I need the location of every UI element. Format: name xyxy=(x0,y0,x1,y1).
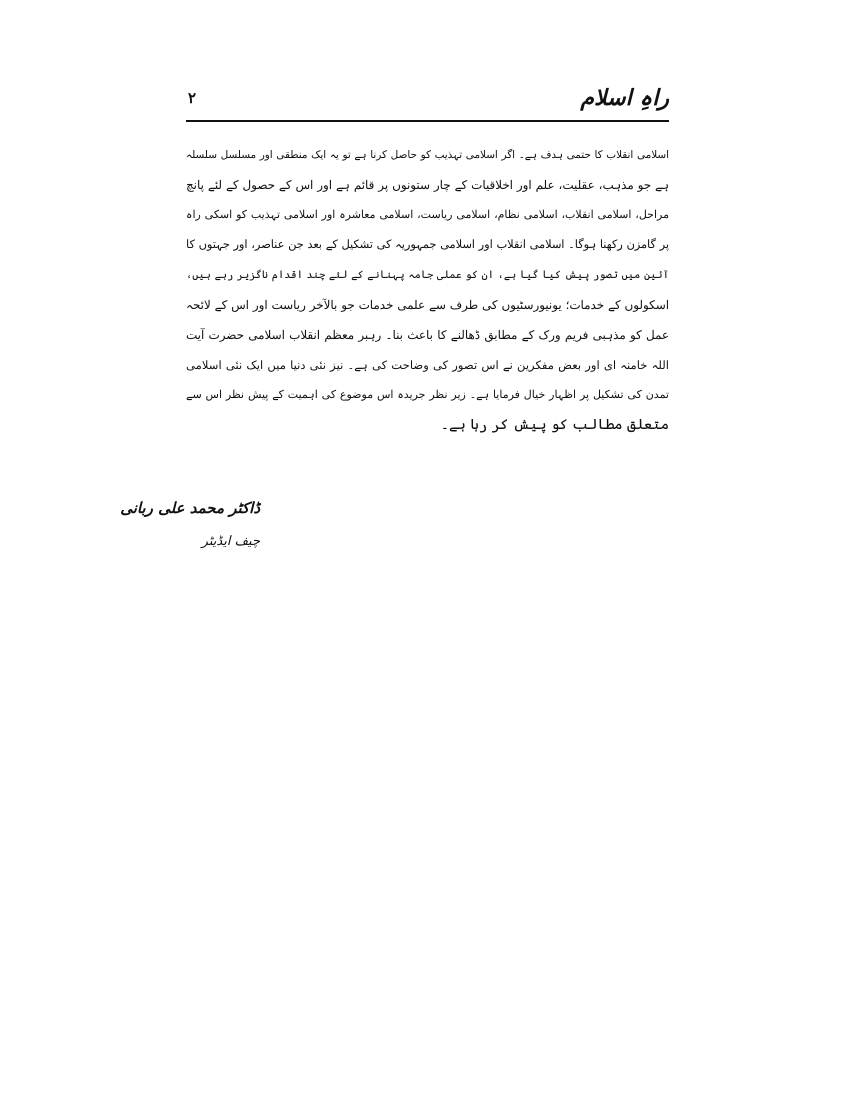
paragraph-line: ہے جو مذہب، عقلیت، علم اور اخلاقیات کے چار ستونوں پر قائم ہے اور اس کے حصول کے لئے پانچ xyxy=(186,178,669,192)
page-number: ۲ xyxy=(188,89,197,107)
paragraph-line: آئین میں تصور پیش کیا گیا ہے، ان کو عملی جامہ پہنانے کے لئے چند اقدام ناگزیر رہے ہیں، xyxy=(186,268,669,281)
paragraph-line: اسلامی انقلاب کا حتمی ہدف ہے۔ اگر اسلامی تہذیب کو حاصل کرنا ہے تو یہ ایک منطقی اور مسلسل سلسلہ xyxy=(186,149,669,161)
paragraph-line: تمدن کی تشکیل پر اظہار خیال فرمایا ہے۔ زیر نظر جریدہ اس موضوع کی اہمیت کے پیش نظر اس سے xyxy=(186,388,669,401)
paragraph-line: اللہ خامنہ ای اور بعض مفکرین نے اس تصور کی وضاحت کی ہے۔ نیز نئی دنیا میں ایک نئی اسلامی xyxy=(186,358,669,372)
author-role: چیف ایڈیٹر xyxy=(201,534,260,549)
paragraph-line: پر گامزن رکھنا ہوگا۔ اسلامی انقلاب اور اسلامی جمہوریہ کی تشکیل کے بعد جن عناصر، اور جہتوں کا xyxy=(186,238,669,251)
journal-title: راہِ اسلام xyxy=(580,85,669,111)
editorial-paragraph xyxy=(186,140,669,440)
paragraph-line: مراحل، اسلامی انقلاب، اسلامی نظام، اسلامی ریاست، اسلامی معاشرہ اور اسلامی تہذیب کو اسکی راہ xyxy=(186,208,669,221)
paragraph-line: اسکولوں کے خدمات؛ یونیورسٹیوں کی طرف سے علمی خدمات جو بالآخر ریاست اور اس کے لائحہ xyxy=(186,298,669,312)
paragraph-line: عمل کو مذہبی فریم ورک کے مطابق ڈھالنے کا باعث بنا۔ رہبر معظم انقلاب اسلامی حضرت آیت xyxy=(186,328,669,342)
author-name: ڈاکٹر محمد علی ربانی xyxy=(120,499,260,517)
paragraph-line: متعلق مطالب کو پیش کر رہا ہے۔ xyxy=(440,417,669,433)
signature-block xyxy=(120,496,260,552)
page-header xyxy=(186,84,669,114)
header-divider xyxy=(186,120,669,122)
